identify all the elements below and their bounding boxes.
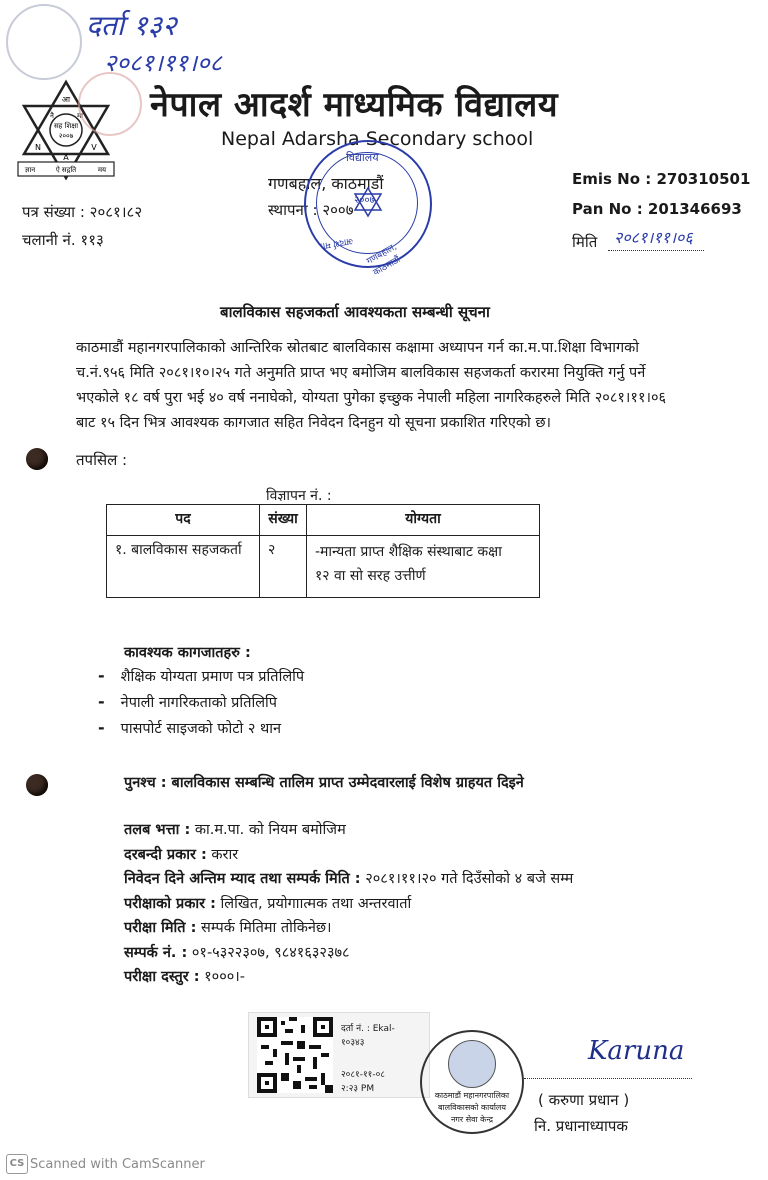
school-name-nepali: नेपाल आदर्श माध्यमिक विद्यालय (150, 85, 559, 125)
handwritten-register-number: दर्ता १३२ (86, 9, 177, 42)
handwritten-register-date: २०८१।११।०८ (104, 49, 223, 77)
camscanner-logo-icon: CS (6, 1154, 28, 1174)
signatory-name: ( करुणा प्रधान ) (538, 1091, 630, 1109)
svg-text:२००७: २००७ (58, 132, 74, 140)
emis-number: Emis No : 270310501 (572, 170, 751, 188)
svg-text:नै: नै (50, 112, 54, 120)
table-row (107, 536, 540, 598)
vacancy-table (106, 504, 540, 598)
list-item: - नेपाली नागरिकताको प्रतिलिपि (98, 692, 278, 711)
svg-text:मय: मय (97, 166, 107, 174)
notice-title: बालविकास सहजकर्ता आवश्यकता सम्बन्धी सूचना (220, 303, 490, 321)
bullet-icon (26, 774, 48, 796)
handwritten-signature: Karuna (588, 1036, 685, 1066)
term-contact: सम्पर्क नं. : ०१-५३२२३०७, ९८४१६३२३७८ (124, 944, 350, 961)
svg-text:ज्ञान: ज्ञान (24, 166, 36, 174)
bullet-icon (26, 448, 48, 470)
term-salary: तलब भत्ता : का.म.पा. को नियम बमोजिम (124, 822, 346, 838)
registration-date: २०८१-११-०८ (341, 1070, 385, 1080)
kmc-office-stamp: काठमाडौं महानगरपालिका बालविकासको कार्यालय नगर सेवा केन्द्र (420, 1030, 524, 1134)
notice-line-4: बाट १५ दिन भित्र आवश्यक कागजात सहित निवेदन दिनहुन यो सूचना प्रकाशित गरिएको छ। (76, 415, 552, 431)
details-label: तपसिल : (76, 451, 128, 469)
school-established: स्थापना : २००७ (268, 201, 354, 219)
term-deadline: निवेदन दिने अन्तिम म्याद तथा सम्पर्क मिति : २०८१।११।२० गते दिउँसोको ४ बजे सम्म (124, 871, 574, 887)
cell-count: २ (260, 536, 307, 598)
list-item: - शैक्षिक योग्यता प्रमाण पत्र प्रतिलिपि (98, 666, 305, 685)
handwritten-date: २०८१।११।०६ (614, 228, 693, 247)
school-round-stamp: विद्यालय २००७ गणबहाल, काठमाडौं आदर्श मा. (304, 140, 432, 268)
svg-text:ऐ सद्गति: ऐ सद्गति (55, 166, 77, 174)
svg-text:V: V (91, 143, 97, 152)
date-label: मिति (572, 233, 598, 251)
date-dotted-line (608, 250, 704, 251)
notice-line-2: च.नं.९५६ मिति २०८१।१०।२५ गते अनुमति प्राप्त भए बमोजिम बालविकास सहजकर्ता करारमा नियुक्ति गर्नु पर्ने (76, 365, 646, 381)
cell-qualification: -मान्यता प्राप्त शैक्षिक संस्थाबाट कक्षा १२ वा सो सरह उत्तीर्ण (307, 536, 540, 598)
documents-list (98, 666, 304, 744)
svg-text:सह शिक्षा: सह शिक्षा (53, 122, 79, 130)
signature-dotted-line (524, 1078, 692, 1079)
notice-line-1: काठमाडौं महानगरपालिकाको आन्तिरिक स्रोतबाट बालविकास कक्षामा अध्यापन गर्न का.म.पा.शिक्षा विभागको (76, 340, 640, 356)
school-name-english: Nepal Adarsha Secondary school (221, 128, 534, 150)
camscanner-footer-text: Scanned with CamScanner (30, 1157, 205, 1172)
notice-line-3: भएकोले १८ वर्ष पुरा भई ४० वर्ष ननाघेको, योग्यता पुगेका इच्छुक नेपाली महिला नागरिकहरुले मिति २०८१।११।०६ (76, 390, 667, 406)
term-exam-fee: परीक्षा दस्तुर : १०००।- (124, 969, 246, 985)
cell-post: १. बालविकास सहजकर्ता (107, 536, 260, 598)
school-address: गणबहाल, काठमाडौं (268, 174, 384, 193)
kmc-emblem-icon (448, 1040, 496, 1088)
col-header-qualification: योग्यता (307, 505, 540, 536)
registration-box (248, 1012, 430, 1098)
term-exam-type: परीक्षाको प्रकार : लिखित, प्रयोगाात्मक तथा अन्तरवार्ता (124, 895, 412, 912)
svg-text:N: N (35, 143, 41, 152)
registration-time: २:२३ PM (341, 1084, 375, 1094)
list-item: - पासपोर्ट साइजको फोटो २ थान (98, 718, 282, 737)
corner-stamp (6, 4, 82, 80)
term-exam-date: परीक्षा मिति : सम्पर्क मितिमा तोकिनेछ। (124, 920, 332, 936)
terms-list (124, 818, 573, 990)
dispatch-number: चलानी नं. ११३ (22, 231, 104, 249)
registration-number: १०३४३ (341, 1038, 365, 1048)
advert-number: विज्ञापन नं. : (266, 488, 332, 504)
qr-code-icon (257, 1017, 333, 1093)
registration-label: दर्ता नं. : Ekal- (341, 1024, 395, 1034)
svg-text:A: A (63, 153, 69, 162)
svg-text:मा: मा (77, 112, 83, 120)
term-position-type: दरबन्दी प्रकार : करार (124, 846, 239, 863)
documents-heading: कावश्यक कागजातहरु : (124, 645, 251, 661)
notice-paragraph (76, 336, 716, 436)
col-header-post: पद (107, 505, 260, 536)
postscript: पुनश्च : बालविकास सम्बन्धि तालिम प्राप्त उम्मेदवारलाई विशेष ग्राहयत दिइने (124, 775, 524, 791)
faded-red-stamp (78, 72, 142, 136)
pan-number: Pan No : 201346693 (572, 200, 742, 218)
col-header-count: संख्या (260, 505, 307, 536)
logo-text-top: आ (61, 95, 71, 104)
signatory-designation: नि. प्रधानाध्यापक (534, 1117, 628, 1135)
letter-number: पत्र संख्या : २०८१।८२ (22, 203, 143, 221)
